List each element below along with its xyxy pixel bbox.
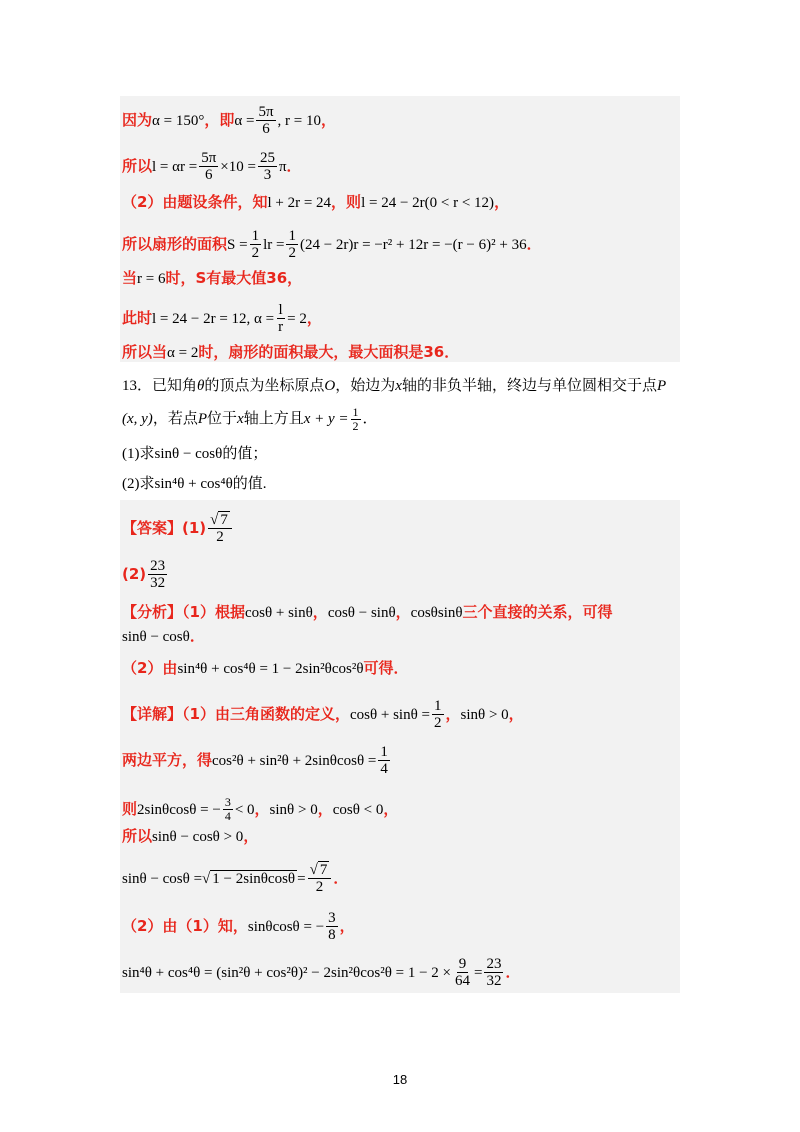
math: 2sinθcosθ = − bbox=[137, 802, 221, 818]
text: 所以 bbox=[122, 157, 153, 175]
problem-line-1 bbox=[122, 376, 666, 396]
fraction: $\frac{√ 7}{2}$ bbox=[208, 512, 232, 545]
math: = bbox=[474, 965, 483, 981]
math: (x, y) bbox=[122, 410, 153, 427]
text: 时，扇形的面积最大，最大面积是36． bbox=[198, 343, 460, 361]
text: ． bbox=[286, 157, 302, 175]
solution-line-5 bbox=[122, 268, 302, 289]
math: cos²θ + sin²θ + 2sinθcosθ = bbox=[212, 753, 377, 769]
text: ， bbox=[254, 800, 270, 818]
math: θ bbox=[197, 378, 205, 394]
answer-part-1 bbox=[122, 512, 234, 545]
fraction: $\frac{25}{3}$ bbox=[259, 150, 275, 183]
text: ， bbox=[243, 827, 259, 845]
answer-label: 【答案】(1) bbox=[122, 519, 207, 537]
text: 轴的非负半轴，终边与单位圆相交于点 bbox=[401, 378, 657, 394]
text: ， bbox=[312, 603, 328, 621]
text: 的值； bbox=[222, 446, 268, 462]
text: 可得． bbox=[363, 659, 409, 677]
math: α = bbox=[234, 113, 255, 129]
math: l = 24 − 2r(0 < r < 12) bbox=[361, 195, 495, 211]
fraction: $\frac{5\pi}{6}$ bbox=[201, 150, 217, 183]
math: P bbox=[656, 378, 667, 394]
text: ． bbox=[362, 410, 378, 427]
solution-line-7 bbox=[122, 342, 459, 363]
fraction: $\frac{1}{2}$ bbox=[251, 228, 260, 261]
math: x bbox=[237, 410, 244, 427]
fraction: $\frac{1}{2}$ bbox=[352, 405, 359, 433]
fraction: $\frac{1}{2}$ bbox=[288, 228, 296, 261]
text: 所以扇形的面积 bbox=[122, 235, 228, 253]
text: 【分析】（1）根据 bbox=[122, 603, 245, 621]
text: ，始边为 bbox=[335, 378, 396, 394]
math: sinθ > 0 bbox=[460, 707, 509, 723]
text: ． bbox=[526, 235, 542, 253]
math: = bbox=[297, 871, 306, 887]
math: , r = 10 bbox=[277, 113, 321, 129]
text: ， bbox=[317, 800, 333, 818]
text: 【详解】（1）由三角函数的定义， bbox=[122, 705, 350, 723]
math: α = 2 bbox=[167, 345, 199, 361]
fraction: $\frac{23}{32}$ bbox=[486, 956, 502, 989]
problem-line-2 bbox=[122, 406, 378, 433]
detail-line-3 bbox=[122, 796, 398, 823]
text: ，即 bbox=[204, 111, 235, 129]
solution-line-3 bbox=[122, 192, 509, 213]
text: 三个直接的关系，可得 bbox=[462, 603, 613, 621]
fraction: $\frac{1}{2}$ bbox=[434, 698, 442, 731]
text: ， bbox=[395, 603, 411, 621]
math: S = bbox=[227, 237, 248, 253]
math: r = 6 bbox=[137, 271, 166, 287]
math: sin⁴θ + cos⁴θ = (sin²θ + cos²θ)² − 2sin²θcos²θ = 1 − 2 × bbox=[122, 965, 452, 981]
text: 因为 bbox=[122, 111, 153, 129]
fraction: $\frac{9}{64}$ bbox=[455, 956, 471, 989]
math: sinθ − cosθ = bbox=[122, 871, 203, 887]
math: cosθ < 0 bbox=[332, 802, 384, 818]
text: ， bbox=[445, 705, 461, 723]
solution-line-4 bbox=[122, 228, 542, 261]
detail-line-1 bbox=[122, 698, 524, 731]
math: = 2 bbox=[287, 311, 307, 327]
text: 所以 bbox=[122, 827, 153, 845]
text: ， bbox=[494, 193, 510, 211]
math: cosθsinθ bbox=[410, 605, 463, 621]
text: 则 bbox=[122, 800, 138, 818]
text: 位于 bbox=[207, 410, 238, 427]
math: x + y = bbox=[303, 410, 349, 427]
fraction: $\frac{3}{4}$ bbox=[224, 795, 231, 823]
math: ×10 = bbox=[220, 159, 256, 175]
math: sinθ − cosθ > 0 bbox=[152, 829, 244, 845]
page-number: 18 bbox=[392, 1072, 408, 1087]
text: (1)求 bbox=[122, 446, 155, 462]
text: 此时 bbox=[122, 309, 153, 327]
math: sinθcosθ = − bbox=[247, 919, 325, 935]
math: l + 2r = 24 bbox=[267, 195, 332, 211]
math: cosθ + sinθ = bbox=[349, 707, 430, 723]
math: x bbox=[395, 378, 402, 394]
fraction: $\frac{√ 7}{2}$ bbox=[308, 862, 332, 895]
math: l = 24 − 2r = 12, α = bbox=[152, 311, 275, 327]
text: ， bbox=[383, 800, 399, 818]
fraction: $\frac{1}{4}$ bbox=[380, 744, 388, 777]
text: ，则 bbox=[331, 193, 362, 211]
math: 1 − 2sinθcosθ bbox=[212, 871, 296, 887]
text: ， bbox=[320, 111, 336, 129]
math: sinθ − cosθ bbox=[154, 446, 223, 462]
text: 两边平方，得 bbox=[122, 751, 213, 769]
math: sin⁴θ + cos⁴θ bbox=[154, 476, 233, 492]
text: （2）由 bbox=[122, 659, 178, 677]
text: ， bbox=[306, 309, 322, 327]
solution-line-6 bbox=[122, 302, 322, 335]
math: l = αr = bbox=[152, 159, 198, 175]
fraction: $\frac{3}{8}$ bbox=[328, 910, 336, 943]
text: （2）由题设条件，知 bbox=[122, 193, 268, 211]
answer-part-2 bbox=[122, 558, 169, 591]
text: ， bbox=[339, 917, 355, 935]
solution-line-1 bbox=[122, 104, 336, 137]
math: sinθ > 0 bbox=[269, 802, 318, 818]
math: cosθ − sinθ bbox=[327, 605, 396, 621]
math: π bbox=[278, 159, 287, 175]
answer-label: (2) bbox=[122, 565, 147, 583]
fraction: $\frac{l}{r}$ bbox=[278, 302, 284, 335]
detail-line-7 bbox=[122, 956, 521, 989]
text: 当 bbox=[122, 269, 138, 287]
detail-line-5: sinθ − cosθ =√ 1 − 2sinθcosθ = $\frac{√ 7}{2}$ ． bbox=[122, 862, 349, 895]
problem-part-2 bbox=[122, 474, 267, 494]
text: 轴上方且 bbox=[243, 410, 304, 427]
math: sin⁴θ + cos⁴θ = 1 − 2sin²θcos²θ bbox=[177, 661, 364, 677]
text: ，若点 bbox=[152, 410, 198, 427]
text: 13．已知角 bbox=[122, 378, 198, 394]
detail-line-4 bbox=[122, 826, 258, 847]
math: lr = bbox=[263, 237, 285, 253]
text: ． bbox=[333, 869, 349, 887]
text: ． bbox=[505, 963, 521, 981]
text: ． bbox=[189, 627, 205, 645]
text: 的值. bbox=[232, 476, 267, 492]
math: P bbox=[197, 410, 207, 427]
analysis-line-2 bbox=[122, 626, 205, 647]
math: (24 − 2r)r = −r² + 12r = −(r − 6)² + 36 bbox=[299, 237, 527, 253]
detail-line-2 bbox=[122, 744, 392, 777]
text: （2）由（1）知， bbox=[122, 917, 248, 935]
fraction: $\frac{5\pi}{6}$ bbox=[258, 104, 274, 137]
detail-line-6 bbox=[122, 910, 355, 943]
math: O bbox=[324, 378, 336, 394]
math: α = 150° bbox=[152, 113, 205, 129]
text: 的顶点为坐标原点 bbox=[204, 378, 325, 394]
fraction: $\frac{23}{32}$ bbox=[150, 558, 166, 591]
text: ， bbox=[508, 705, 524, 723]
text: (2)求 bbox=[122, 476, 155, 492]
text: 所以当 bbox=[122, 343, 168, 361]
solution-line-2 bbox=[122, 150, 302, 183]
problem-part-1 bbox=[122, 444, 267, 464]
text: 时，S有最大值36， bbox=[165, 269, 303, 287]
analysis-line-1 bbox=[122, 602, 613, 623]
math: cosθ + sinθ bbox=[244, 605, 313, 621]
math: < 0 bbox=[234, 802, 255, 818]
analysis-line-3 bbox=[122, 658, 409, 679]
math: sinθ − cosθ bbox=[122, 629, 190, 645]
